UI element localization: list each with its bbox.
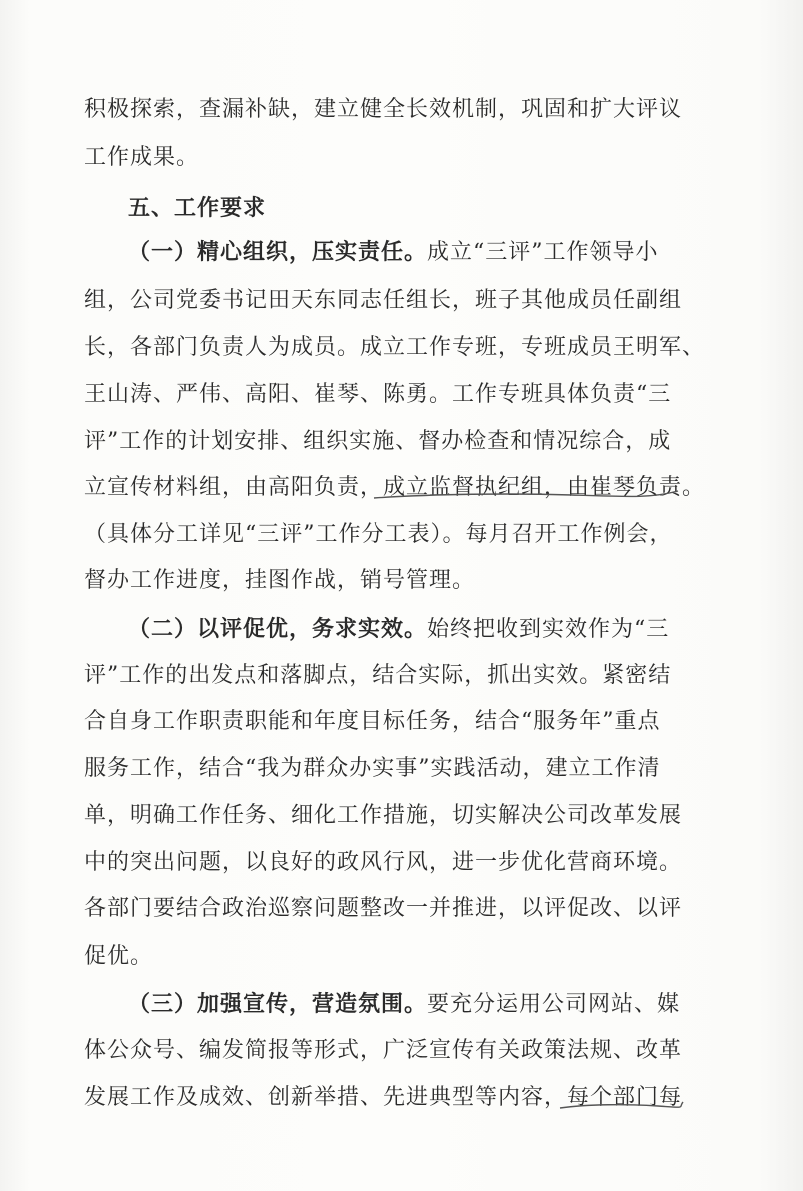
text-line: 组，公司党委书记田天东同志任组长，班子其他成员任副组 bbox=[84, 288, 683, 313]
text-line: 工作成果。 bbox=[84, 145, 200, 170]
paragraph-1-first-line bbox=[128, 237, 768, 268]
text-line: 单，明确工作任务、细化工作措施，切实解决公司改革发展 bbox=[84, 803, 683, 828]
text-segment: 成立“三评”工作领导小 bbox=[427, 240, 659, 265]
text-segment: 要充分运用公司网站、媒 bbox=[427, 992, 681, 1017]
text-line: 促优。 bbox=[84, 944, 154, 969]
text-line: 服务工作，结合“我为群众办实事”实践活动，建立工作清 bbox=[84, 756, 661, 781]
text-line: 长，各部门负责人为成员。成立工作专班，专班成员王明军、 bbox=[84, 335, 706, 360]
text-line: 体公众号、编发简报等形式，广泛宣传有关政策法规、改革 bbox=[84, 1038, 683, 1063]
text-line: 积极探索，查漏补缺，建立健全长效机制，巩固和扩大评议 bbox=[84, 97, 683, 122]
text-line: 合自身工作职责职能和年度目标任务，结合“服务年”重点 bbox=[84, 709, 661, 734]
text-line: 中的突出问题，以良好的政风行风，进一步优化营商环境。 bbox=[84, 850, 683, 875]
paragraph-3-first-line bbox=[128, 989, 768, 1020]
text-line: 督办工作进度，挂图作战，销号管理。 bbox=[84, 568, 476, 593]
paragraph-2-title: （二）以评促优，务求实效。 bbox=[128, 616, 428, 642]
text-line: 评”工作的计划安排、组织实施、督办检查和情况综合，成 bbox=[84, 429, 672, 454]
paragraph-3-title: （三）加强宣传，营造氛围。 bbox=[128, 991, 428, 1017]
text-line: 王山涛、严伟、高阳、崔琴、陈勇。工作专班具体负责“三 bbox=[84, 382, 672, 407]
text-line: （具体分工详见“三评”工作分工表）。每月召开工作例会， bbox=[84, 522, 673, 547]
paragraph-2-first-line bbox=[128, 614, 768, 645]
paragraph-1-title: （一）精心组织，压实责任。 bbox=[128, 239, 428, 265]
section-heading: 五、工作要求 bbox=[128, 196, 267, 221]
text-line: 发展工作及成效、创新举措、先进典型等内容，每个部门每 bbox=[84, 1085, 683, 1110]
text-line: 各部门要结合政治巡察问题整改一并推进，以评促改、以评 bbox=[84, 896, 683, 921]
text-line: 评”工作的出发点和落脚点，结合实际，抓出实效。紧密结 bbox=[84, 663, 672, 688]
text-line: 立宣传材料组，由高阳负责，成立监督执纪组，由崔琴负责。 bbox=[84, 475, 706, 500]
text-segment: 始终把收到实效作为“三 bbox=[427, 617, 670, 642]
